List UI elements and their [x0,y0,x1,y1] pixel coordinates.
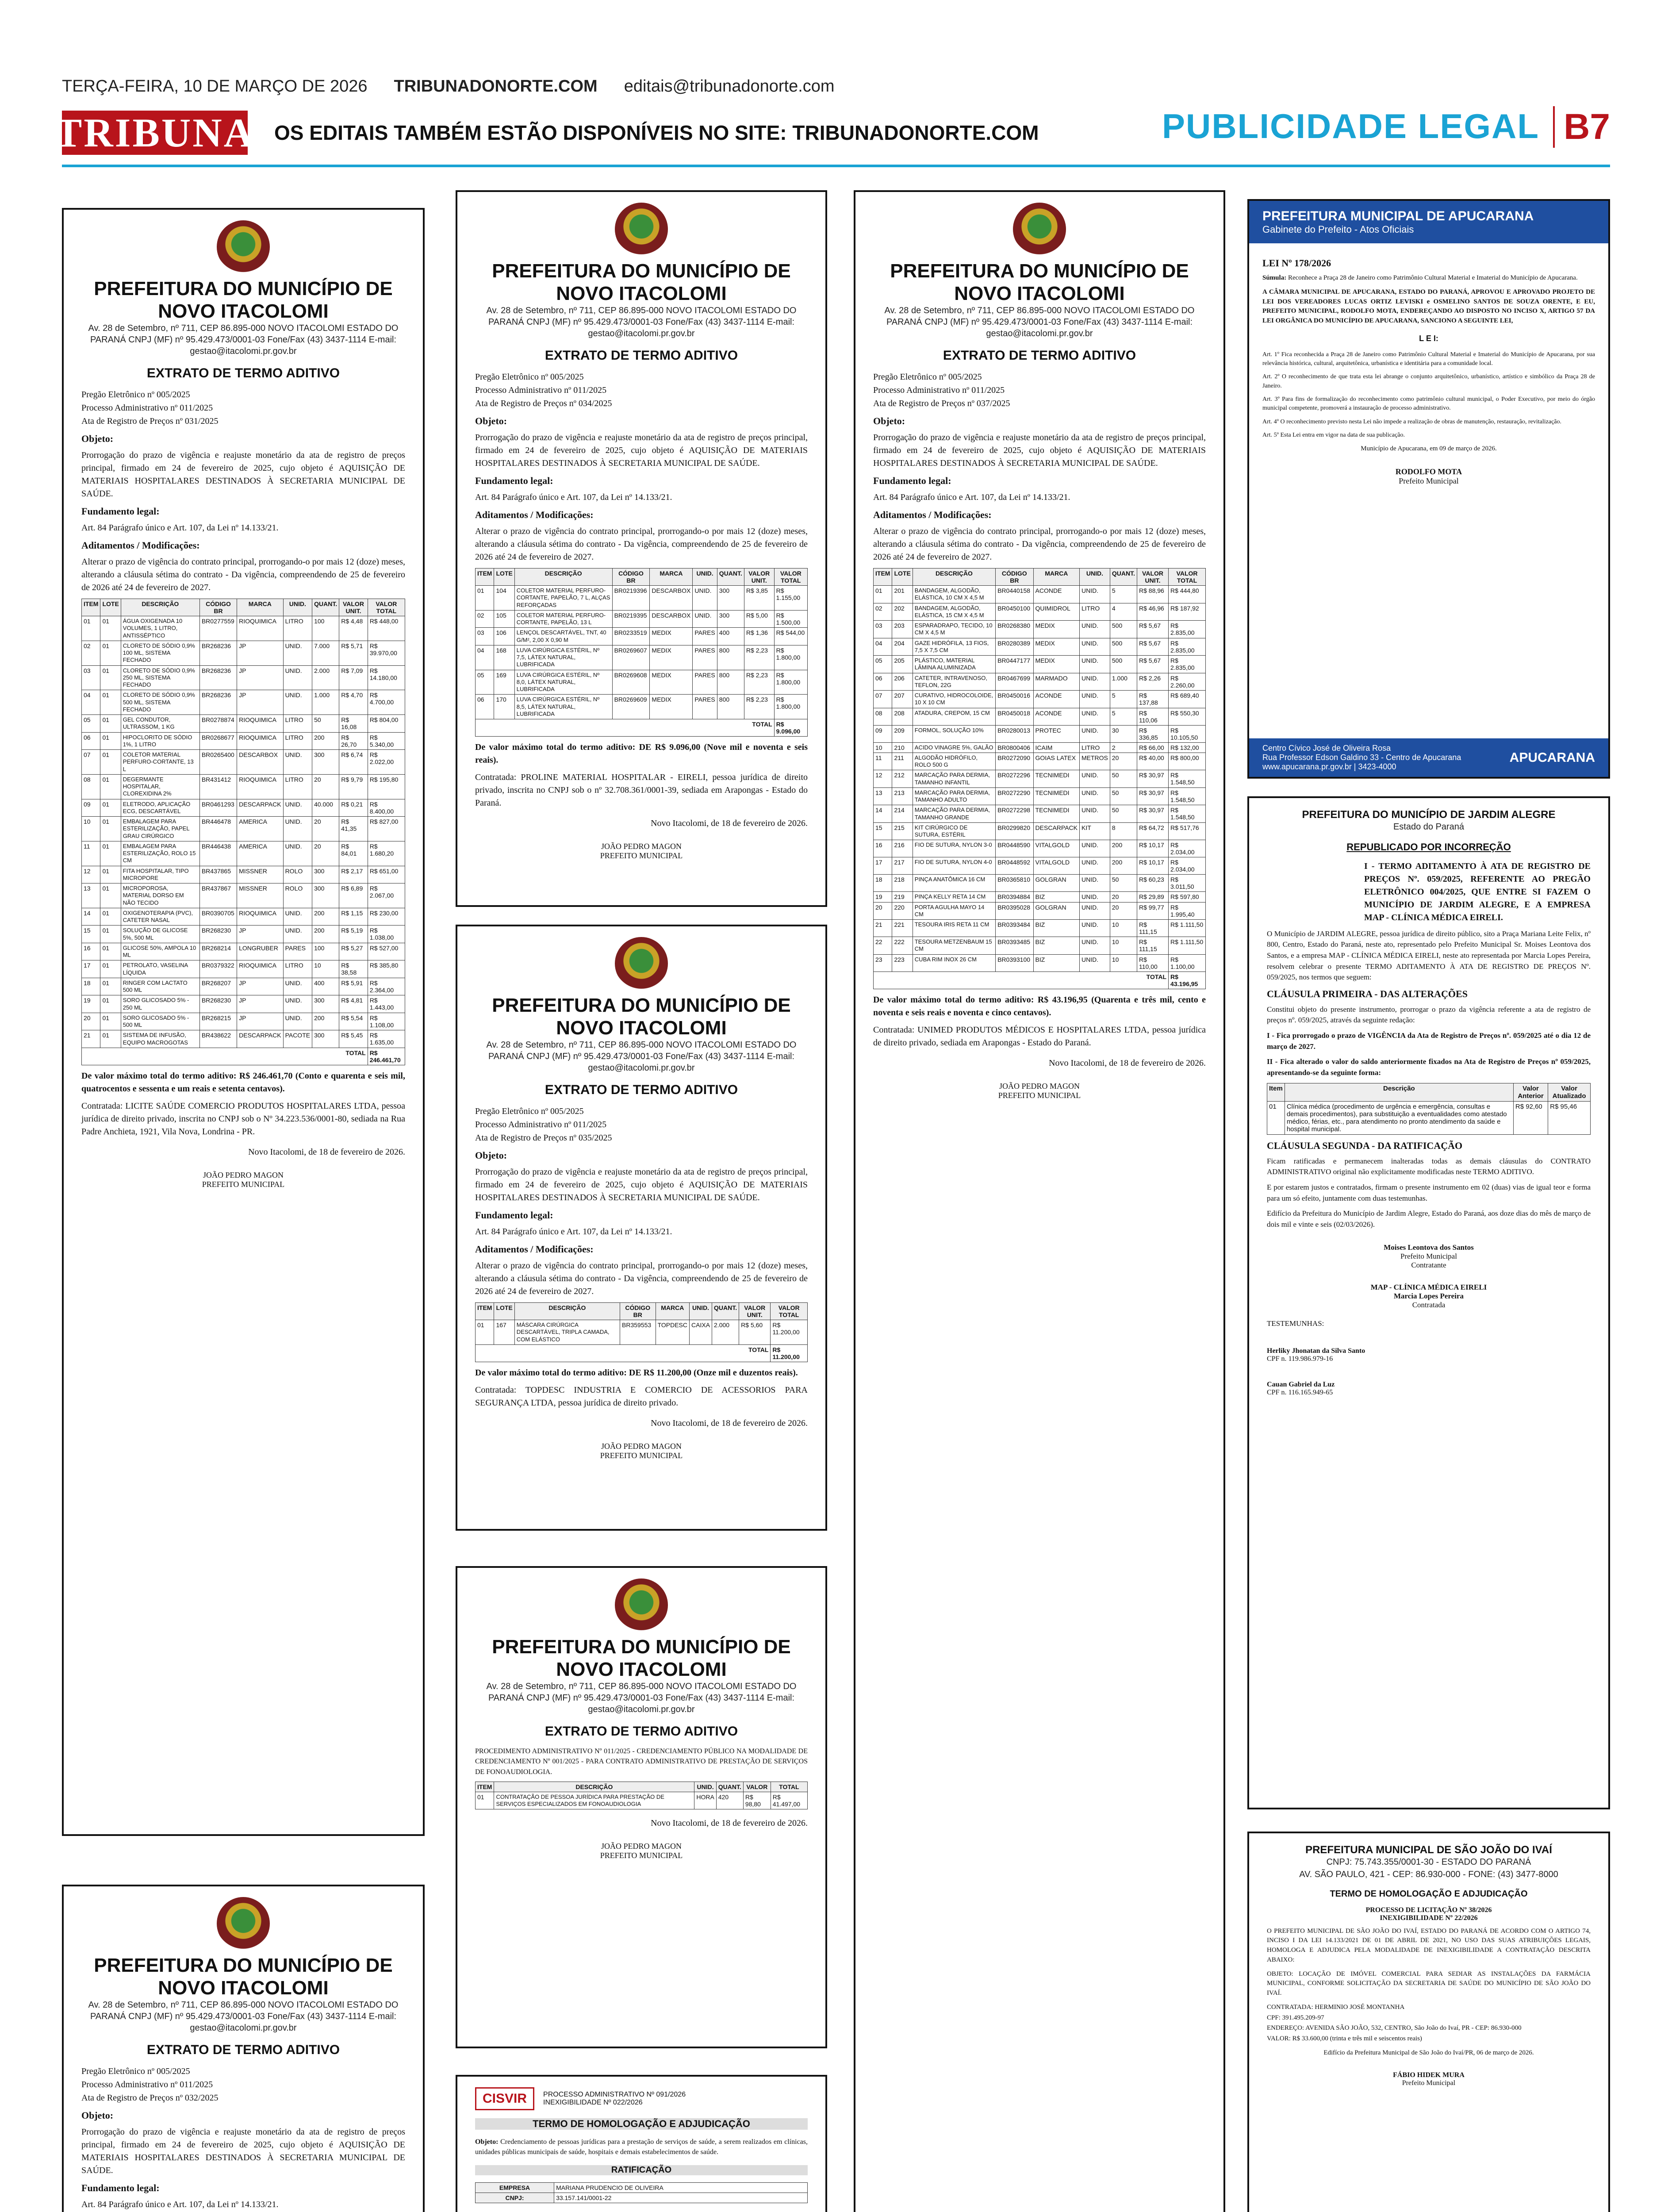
fundamento-text: Art. 84 Parágrafo único e Art. 107, da Lei nº 14.133/21. [475,492,672,503]
masthead-topbar [62,75,1610,97]
municipal-crest-icon [217,220,270,273]
inexigibilidade-line: INEXIGIBILIDADE Nº 22/2026 [1380,1914,1478,1922]
table-row: TOTAL R$ 11.200,00 [476,1344,808,1362]
aditamento-label: Aditamentos / Modificações: [475,509,594,521]
aditamento-text: Alterar o prazo de vigência do contrato principal, prorrogando-o por mais 12 (doze) meses, alterando a cláusula sétima do contrato - Da vigência, compreendendo de 25 de fevereiro de 2026 até 24 de fevereiro de 2027. [81,557,405,593]
apucarana-header [1249,201,1608,243]
pregao-line: Pregão Eletrônico nº 005/2025 [475,372,584,382]
ata-line: Ata de Registro de Preços nº 032/2025 [81,2093,219,2103]
signer-role: Prefeito Municipal [1400,1252,1457,1261]
items-table: ITEM DESCRIÇÃO UNID. QUANT. VALOR TOTAL 01 CONTRATAÇÃO DE PESSOA JURÍDICA PARA PRESTAÇÃO DE SERVIÇOS ESPECIALIZADOS EM FONOAUDIOLOGIA HORA 420 R$ 98,80 R$ 41.497,00 [475,1782,808,1810]
objeto-text: OBJETO: LOCAÇÃO DE IMÓVEL COMERCIAL PARA SEDIAR AS INSTALAÇÕES DA FARMÁCIA MUNICIPAL, CONFORME SOLICITAÇÃO DA SECRETARIA DE SAÚDE DO MUNICÍPIO DE SÃO JOÃO DO IVAÍ. [1267,1970,1591,1997]
notice-header: PREFEITURA DO MUNICÍPIO DE NOVO ITACOLOMI [492,995,791,1039]
objeto-block: Objeto: Credenciamento de pessoas jurídicas para a prestação de serviços de saúde, a serem realizados em clínicas, unidades públicas municipais de saúde, hospitais e demais estabelecimentos de saúde. [475,2138,808,2156]
table-row: 06 206 CATETER, INTRAVENOSO, TEFLON, 22G BR0467699 MARMADO UNID. 1.000 R$ 2,26 R$ 2.260,00 [874,673,1206,691]
clausula1-title: CLÁUSULA PRIMEIRA - DAS ALTERAÇÕES [1267,988,1468,999]
site-link[interactable]: TRIBUNADONORTE.COM [394,77,598,96]
footer-line: Centro Cívico José de Oliveira Rosa [1262,744,1391,753]
art3-text: Art. 3º Para fins de formalização do reconhecimento como patrimônio cultural municipal, o Poder Executivo, por meio do órgão municipal competente, promoverá a instauração de processo administrativo. [1262,396,1595,412]
notice-address: Av. 28 de Setembro, nº 711, CEP 86.895-000 NOVO ITACOLOMI ESTADO DO PARANÁ CNPJ (MF) nº 95.429.473/0001-03 Fone/Fax (43) 3437-1114 E-mail: gestao@itacolomi.pr.gov.br [884,306,1195,339]
signature-contratada [1267,1283,1591,1310]
ratificacao-title: RATIFICAÇÃO [475,2165,808,2175]
table-row: 02 01 CLORETO DE SÓDIO 0,9% 100 ML, SISTEMA FECHADO BR268236 JP UNID. 7.000 R$ 5,71 R$ 39.970,00 [82,641,405,665]
testemunha-2: Cauan Gabriel da Luz CPF n. 116.165.949-65 [1267,1381,1335,1397]
table-row: 12 212 MARCAÇÃO PARA DERMIA, TAMANHO INFANTIL BR0272296 TECNIMEDI UNID. 50 R$ 30,97 R$ 1.548,50 [874,770,1206,788]
clausula1-a: I - Fica prorrogado o prazo de VIGÊNCIA da Ata de Registro de Preços nº. 059/2025 até o dia 12 de março de 2027. [1267,1031,1591,1051]
notice-meta [81,388,405,428]
signer-role: Prefeito Municipal [1399,476,1459,485]
signer-company: MAP - CLÍNICA MÉDICA EIRELI [1370,1283,1487,1292]
signer-name: Marcia Lopes Pereira [1394,1292,1464,1301]
notice-apucarana [1247,199,1610,779]
header-rule [62,165,1610,167]
notice-cisvir [456,2075,827,2212]
clausula2-text: Ficam ratificadas e permanecem inalteradas todas as demais cláusulas do CONTRATO ADMINISTRATIVO original não explicitamente modificadas neste TERMO ADITIVO. [1267,1156,1591,1176]
signature-block [81,1171,405,1189]
table-row: 01 Clínica médica (procedimento de urgência e emergência, consultas e demais procedimentos), para substituição a eventualidades como atestado médico, férias, etc., para atendimento no pronto atendimento da saúde e hospital municipal. R$ 92,60 R$ 95,46 [1267,1101,1591,1134]
processo-line: Processo Administrativo nº 011/2025 [81,403,213,413]
table-row: 03 203 ESPARADRAPO, TECIDO, 10 CM X 4,5 M BR0268380 MEDIX UNID. 500 R$ 5,67 R$ 2.835,00 [874,621,1206,638]
items-table: ITEM LOTE DESCRIÇÃO CÓDIGO BR MARCA UNID. QUANT. VALOR UNIT. VALOR TOTAL 01 01 ÁGUA OXIGENADA 10 VOLUMES, 1 LITRO, ANTISSÉPTICO BR0277559 RIOQUIMICA LITRO 100 R$ 4,48 R$ 448,00 02 01 CLORETO DE SÓDIO 0,9% 100 ML, SISTEMA FECHADO BR268236 JP UNID. 7.000 R$ 5,71 R$ 39.970,00 03 01 CLORETO DE SÓDIO 0,9% 250 ML, SISTEMA FECHADO BR268236 JP UNID. 2.000 R$ 7,09 R$ 14.180,00 04 01 CLORETO DE SÓDIO 0,9% 500 ML, SISTEMA FECHADO BR268236 JP UNID. 1.000 R$ 4,70 R$ 4.700,00 05 01 GEL CONDUTOR, ULTRASSOM, 1 KG BR0278874 RIOQUIMICA LITRO 50 R$ 16,08 R$ 804,00 06 01 HIPOCLORITO DE SÓDIO 1%, 1 LITRO BR0268677 RIOQUIMICA LITRO 200 R$ 26,70 R$ 5.340,00 07 01 COLETOR MATERIAL PERFURO-CORTANTE, 13 L BR0265400 DESCARBOX UNID. 300 R$ 6,74 R$ 2.022,00 08 01 DEGERMANTE HOSPITALAR, CLOREXIDINA 2% BR431412 RIOQUIMICA LITRO 20 R$ 9,79 R$ 195,80 09 01 ELETRODO, APLICAÇÃO ECG, DESCARTÁVEL BR0461293 DESCARPACK UNID. 40.000 R$ 0,21 R$ 8.400,00 10 01 EMBALAGEM PARA ESTERILIZAÇÃO, PAPEL GRAU CIRÚRGICO BR446478 AMERICA UNID. 20 R$ 41,35 R$ 827,00 11 01 EMBALAGEM PARA ESTERILIZAÇÃO, ROLO 15 CM BR446438 AMERICA UNID. 20 R$ 84,01 R$ 1.680,20 12 01 FITA HOSPITALAR, TIPO MICROPORE BR437865 MISSNER ROLO 300 R$ 2,17 R$ 651,00 13 01 MICROPOROSA, MATERIAL DORSO EM NÃO TECIDO BR437867 MISSNER ROLO 300 R$ 6,89 R$ 2.067,00 14 01 OXIGENOTERAPIA (PVC), CATETER NASAL BR0390705 RIOQUIMICA UNID. 200 R$ 1,15 R$ 230,00 15 01 SOLUÇÃO DE GLICOSE 5%, 500 ML BR268230 JP UNID. 200 R$ 5,19 R$ 1.038,00 16 01 GLICOSE 50%, AMPOLA 10 ML BR268214 LONGRUBER PARES 100 R$ 5,27 R$ 527,00 17 01 PETROLATO, VASELINA LÍQUIDA BR0379322 RIOQUIMICA LITRO 10 R$ 38,58 R$ 385,80 18 01 RINGER COM LACTATO 500 ML BR268207 JP UNID. 400 R$ 5,91 R$ 2.364,00 19 01 SORO GLICOSADO 5% - 250 ML BR268230 JP UNID. 300 R$ 4,81 R$ 1.443,00 20 01 SORO GLICOSADO 5% - 500 ML BR268215 JP UNID. 200 R$ 5,54 R$ 1.108,00 21 01 SISTEMA DE INFUSÃO, EQUIPO MACROGOTAS BR438622 DESCARPACK PACOTE 300 R$ 5,45 R$ 1.635,00 TOTAL R$ 246.461,70 [81,599,405,1065]
table-row: 22 222 TESOURA METZENBAUM 15 CM BR0393485 BIZ UNID. 10 R$ 111,15 R$ 1.111,50 [874,937,1206,955]
notice-address: Av. 28 de Setembro, nº 711, CEP 86.895-000 NOVO ITACOLOMI ESTADO DO PARANÁ CNPJ (MF) nº 95.429.473/0001-03 Fone/Fax (43) 3437-1114 E-mail: gestao@itacolomi.pr.gov.br [486,1682,797,1715]
fundamento-label: Fundamento legal: [873,475,951,487]
pregao-line: Pregão Eletrônico nº 005/2025 [475,1106,584,1117]
editais-notice: OS EDITAIS TAMBÉM ESTÃO DISPONÍVEIS NO SITE: TRIBUNADONORTE.COM [274,121,1039,144]
notice-date: Novo Itacolomi, de 18 de fevereiro de 2026. [651,1818,808,1828]
fundamento-text: Art. 84 Parágrafo único e Art. 107, da Lei nº 14.133/21. [475,1227,672,1237]
notice-itacolomi-035 [456,925,827,1531]
table-row: 04 168 LUVA CIRÚRGICA ESTÉRIL, Nº 7,5, LÁTEX NATURAL, LUBRIFICADA BR0269607 MEDIX PARES 800 R$ 2,23 R$ 1.800,00 [476,645,808,670]
table-row: 09 209 FORMOL, SOLUÇÃO 10% BR0280013 PROTEC UNID. 30 R$ 336,85 R$ 10.105,50 [874,725,1206,742]
objeto-text: Prorrogação do prazo de vigência e reajuste monetário da ata de registro de preços principal, firmado em 24 de fevereiro de 2025, cujo objeto é AQUISIÇÃO DE MATERIAIS HOSPITALARES DESTINADOS À SECRETARIA MUNICIPAL DE SAÚDE. [81,2127,405,2176]
notice-itacolomi-034 [456,190,827,907]
valor-text: De valor máximo total do termo aditivo: R$ 246.461,70 (Conto e quarenta e seis mil, quatrocentos e sessenta e um reais e setenta centavos). [81,1071,405,1094]
objeto-text: Prorrogação do prazo de vigência e reajuste monetário da ata de registro de preços principal, firmado em 24 de fevereiro de 2025, cujo objeto é AQUISIÇÃO DE MATERIAIS HOSPITALARES DESTINADOS À SECRETARIA MUNICIPAL DE SAÚDE. [475,433,808,469]
notice-meta [81,2065,405,2104]
table-row: 08 01 DEGERMANTE HOSPITALAR, CLOREXIDINA 2% BR431412 RIOQUIMICA LITRO 20 R$ 9,79 R$ 195,80 [82,774,405,799]
table-row: 17 217 FIO DE SUTURA, NYLON 4-0 BR0448592 VITALGOLD UNID. 200 R$ 10,17 R$ 2.034,00 [874,857,1206,875]
table-row: 21 01 SISTEMA DE INFUSÃO, EQUIPO MACROGOTAS BR438622 DESCARPACK PACOTE 300 R$ 5,45 R$ 1.635,00 [82,1030,405,1048]
objeto-label: Objeto: [81,433,114,445]
table-row: 03 01 CLORETO DE SÓDIO 0,9% 250 ML, SISTEMA FECHADO BR268236 JP UNID. 2.000 R$ 7,09 R$ 14.180,00 [82,665,405,690]
aditamento-text: Alterar o prazo de vigência do contrato principal, prorrogando-o por mais 12 (doze) meses, alterando a cláusula sétima do contrato - Da vigência, compreendendo de 25 de fevereiro de 2026 até 24 de fevereiro de 2027. [873,526,1206,562]
fundamento-label: Fundamento legal: [475,475,553,487]
processo-line: Processo Administrativo nº 011/2025 [873,385,1005,396]
newspaper-logo: TRIBUNA [54,110,255,155]
items-table: ITEM LOTE DESCRIÇÃO CÓDIGO BR MARCA UNID. QUANT. VALOR UNIT. VALOR TOTAL 01 167 MÁSCARA CIRÚRGICA DESCARTÁVEL, TRIPLA CAMADA, COM ELÁSTICO BR359553 TOPDESC CAIXA 2.000 R$ 5,60 R$ 11.200,00 TOTAL R$ 11.200,00 [475,1302,808,1362]
notice-itacolomi-031 [62,208,425,1836]
signer-name: JOÃO PEDRO MAGON [601,842,682,851]
term-title: I - TERMO ADITAMENTO À ATA DE REGISTRO DE PREÇOS Nº. 059/2025, REFERENTE AO PREGÃO ELETRÔNICO 004/2025, QUE ENTRE SI FAZEM O MUNICÍPIO DE JARDIM ALEGRE, E A EMPRESA MAP - CLÍNICA MÉDICA EIRELI. [1364,861,1591,922]
email-link[interactable]: editais@tribunadonorte.com [624,77,835,96]
table-row: 07 207 CURATIVO, HIDROCOLOIDE, 10 X 10 CM BR0450016 ACONDE UNID. 5 R$ 137,88 R$ 689,40 [874,691,1206,708]
signature-block [475,1442,808,1460]
fundamento-label: Fundamento legal: [475,1210,553,1221]
table-row: 16 01 GLICOSE 50%, AMPOLA 10 ML BR268214 LONGRUBER PARES 100 R$ 5,27 R$ 527,00 [82,943,405,960]
signer-name: JOÃO PEDRO MAGON [601,1842,682,1851]
notice-header: PREFEITURA MUNICIPAL DE SÃO JOÃO DO IVAÍ [1305,1844,1552,1856]
notice-itacolomi-037 [854,190,1225,2212]
table-row: 08 208 ATADURA, CREPOM, 15 CM BR0450018 ACONDE UNID. 5 R$ 110,06 R$ 550,30 [874,708,1206,725]
signature-block [475,842,808,860]
items-table: ITEM LOTE DESCRIÇÃO CÓDIGO BR MARCA UNID. QUANT. VALOR UNIT. VALOR TOTAL 01 104 COLETOR MATERIAL PERFURO-CORTANTE, PAPELÃO, 7 L, ALÇAS REFORÇADAS BR0219396 DESCARBOX UNID. 300 R$ 3,85 R$ 1.155,00 02 105 COLETOR MATERIAL PERFURO-CORTANTE, PAPELÃO, 13 L BR0219395 DESCARBOX UNID. 300 R$ 5,00 R$ 1.500,00 03 106 LENÇOL DESCARTÁVEL, TNT, 40 G/M², 2,00 X 0,90 M BR0233519 MEDIX PARES 400 R$ 1,36 R$ 544,00 04 168 LUVA CIRÚRGICA ESTÉRIL, Nº 7,5, LÁTEX NATURAL, LUBRIFICADA BR0269607 MEDIX PARES 800 R$ 2,23 R$ 1.800,00 05 169 LUVA CIRÚRGICA ESTÉRIL, Nº 8,0, LÁTEX NATURAL, LUBRIFICADA BR0269608 MEDIX PARES 800 R$ 2,23 R$ 1.800,00 06 170 LUVA CIRÚRGICA ESTÉRIL, Nº 8,5, LÁTEX NATURAL, LUBRIFICADA BR0269609 MEDIX PARES 800 R$ 2,23 R$ 1.800,00 TOTAL R$ 9.096,00 [475,568,808,737]
signature-block [873,1082,1206,1100]
notice-address: Av. 28 de Setembro, nº 711, CEP 86.895-000 NOVO ITACOLOMI ESTADO DO PARANÁ CNPJ (MF) nº 95.429.473/0001-03 Fone/Fax (43) 3437-1114 E-mail: gestao@itacolomi.pr.gov.br [88,323,399,357]
footer-line: Rua Professor Edson Galdino 33 - Centro de Apucarana [1262,753,1461,762]
table-row: 05 205 PLÁSTICO, MATERIAL LÂMINA ALUMINIZADA BR0447177 MEDIX UNID. 500 R$ 5,67 R$ 2.835,00 [874,656,1206,673]
table-row: 12 01 FITA HOSPITALAR, TIPO MICROPORE BR437865 MISSNER ROLO 300 R$ 2,17 R$ 651,00 [82,866,405,883]
notice-title: TERMO DE HOMOLOGAÇÃO E ADJUDICAÇÃO [475,2118,808,2130]
signature-contratante [1267,1243,1591,1270]
pregao-line: Pregão Eletrônico nº 005/2025 [81,390,190,400]
notice-meta [873,370,1206,410]
endereco-text: ENDEREÇO: AVENIDA SÃO JOÃO, 532, CENTRO, São João do Ivaí, PR - CEP: 86.930-000 [1267,2024,1522,2032]
notice-title: EXTRATO DE TERMO ADITIVO [545,1083,738,1098]
table-row: 15 01 SOLUÇÃO DE GLICOSE 5%, 500 ML BR268230 JP UNID. 200 R$ 5,19 R$ 1.038,00 [82,926,405,943]
term-body: O Município de JARDIM ALEGRE, pessoa jurídica de direito público, sito a Praça Mariana Leite Felix, nº 800, Centro, Estado do Paraná, neste ato, representado pelo Prefeito Municipal Sr. Moises Leontova dos Santos, e a empresa MAP - CLÍNICA MÉDICA EIRELI, neste ato representada por Marcia Lopes Pereira, resolvem celebrar o presente TERMO ADITAMENTO À ATA DE REGISTRO DE PREÇOS Nº. 059/2025, nos termos que seguem: [1267,929,1591,982]
clausula1-b: II - Fica alterado o valor do saldo anteriormente fixados na Ata de Registro de Preços nº 059/2025, apresentando-se da seguinte forma: [1267,1057,1591,1077]
notice-title: REPUBLICADO POR INCORREÇÃO [1346,841,1511,853]
ata-line: Ata de Registro de Preços nº 031/2025 [81,416,219,426]
edition-date: TERÇA-FEIRA, 10 DE MARÇO DE 2026 [62,77,368,96]
valor-text: De valor máximo total do termo aditivo: DE R$ 9.096,00 (Nove mil e noventa e seis reais). [475,742,808,765]
preamble: A CÂMARA MUNICIPAL DE APUCARANA, ESTADO DO PARANÁ, APROVOU E APROVADO PROJETO DE LEI DOS VEREADORES LUCAS ORTIZ LEVISKI e OSMELINO SANTOS DE SOUZA ORENTE, E EU, PREFEITO MUNICIPAL, RODOLFO MOTA, ENDEREÇANDO AO DISPOSTO NO INCISO X, ARTIGO 57 DA LEI ORGÂNICA DO MUNICÍPIO DE APUCARANA, SANCIONO A SEGUINTE LEI, [1262,288,1595,324]
cisvir-logo: CISVIR [475,2087,534,2110]
table-row: 18 218 PINÇA ANATÔMICA 16 CM BR0365810 GOLGRAN UNID. 50 R$ 60,23 R$ 3.011,50 [874,875,1206,892]
ata-line: Ata de Registro de Preços nº 035/2025 [475,1133,612,1143]
processo-line: PROCESSO ADMINISTRATIVO Nº 091/2026 [543,2091,686,2098]
signer-name: JOÃO PEDRO MAGON [601,1441,682,1451]
notice-date: Novo Itacolomi, de 18 de fevereiro de 2026. [1049,1058,1206,1068]
table-row: 04 01 CLORETO DE SÓDIO 0,9% 500 ML, SISTEMA FECHADO BR268236 JP UNID. 1.000 R$ 4,70 R$ 4.700,00 [82,690,405,715]
table-row: 23 223 CUBA RIM INOX 26 CM BR0393100 BIZ UNID. 10 R$ 110,00 R$ 1.100,00 [874,954,1206,972]
notice-address: Av. 28 de Setembro, nº 711, CEP 86.895-000 NOVO ITACOLOMI ESTADO DO PARANÁ CNPJ (MF) nº 95.429.473/0001-03 Fone/Fax (43) 3437-1114 E-mail: gestao@itacolomi.pr.gov.br [486,1040,797,1073]
clausula1-text: Constitui objeto do presente instrumento, prorrogar o prazo da vigência referente a ata de registro de preços nº. 059/2025, através da seguinte redação: [1267,1005,1591,1025]
section-title: PUBLICIDADE LEGAL [1162,107,1539,146]
notice-itacolomi-032 [62,1885,425,2212]
table-row: TOTAL R$ 9.096,00 [476,719,808,737]
signer-name: JOÃO PEDRO MAGON [203,1170,284,1179]
notice-jardim-alegre [1247,796,1610,1809]
apucarana-subtitle: Gabinete do Prefeito - Atos Oficiais [1262,224,1414,235]
apucarana-footer [1249,738,1608,777]
table-row: 13 213 MARCAÇÃO PARA DERMIA, TAMANHO ADULTO BR0272290 TECNIMEDI UNID. 50 R$ 30,97 R$ 1.548,50 [874,787,1206,805]
processo-line: Processo Administrativo nº 011/2025 [475,1120,607,1130]
footer-line[interactable]: www.apucarana.pr.gov.br | 3423-4000 [1262,762,1396,771]
processo-line: Processo Administrativo nº 011/2025 [81,2080,213,2090]
art4-text: Art. 4º O reconhecimento previsto nesta Lei não impede a realização de obras de manutenção, restauração, revitalização. [1262,418,1562,425]
aditamento-label: Aditamentos / Modificações: [81,540,200,551]
municipal-crest-icon [615,937,668,990]
notice-address: Av. 28 de Setembro, nº 711, CEP 86.895-000 NOVO ITACOLOMI ESTADO DO PARANÁ CNPJ (MF) nº 95.429.473/0001-03 Fone/Fax (43) 3437-1114 E-mail: gestao@itacolomi.pr.gov.br [486,306,797,339]
signer-role: PREFEITO MUNICIPAL [600,851,683,860]
art2-text: Art. 2º O reconhecimento de que trata esta lei abrange o conjunto arquitetônico, urbanístico, artístico e simbólico da Praça 28 de Janeiro. [1262,373,1595,389]
fundamento-label: Fundamento legal: [81,2182,160,2194]
notice-title: TERMO DE HOMOLOGAÇÃO E ADJUDICAÇÃO [1330,1889,1528,1899]
objeto-label: Objeto: [81,2110,114,2121]
table-row: 05 169 LUVA CIRÚRGICA ESTÉRIL, Nº 8,0, LÁTEX NATURAL, LUBRIFICADA BR0269608 MEDIX PARES 800 R$ 2,23 R$ 1.800,00 [476,670,808,695]
valor-text: De valor máximo total do termo aditivo: DE R$ 11.200,00 (Onze mil e duzentos reais). [475,1367,798,1378]
objeto-text: Prorrogação do prazo de vigência e reajuste monetário da ata de registro de preços principal, firmado em 24 de fevereiro de 2025, cujo objeto é AQUISIÇÃO DE MATERIAIS HOSPITALARES DESTINADOS À SECRETARIA MUNICIPAL DE SAÚDE. [873,433,1206,469]
processo-line: Processo Administrativo nº 011/2025 [475,385,607,396]
contratada-text: Contratada: PROLINE MATERIAL HOSPITALAR - EIRELI, pessoa jurídica de direito privado, inscrita no CNPJ sob o nº 32.708.361/0001-39, sediada em Arapongas - Estado do Paraná. [475,772,808,808]
cpf-text: CPF: 391.495.209-97 [1267,2014,1324,2021]
objeto-label: Objeto: [475,415,507,427]
table-row: 07 01 COLETOR MATERIAL PERFURO-CORTANTE, 13 L BR0265400 DESCARBOX UNID. 300 R$ 6,74 R$ 2.022,00 [82,750,405,775]
pregao-line: Pregão Eletrônico nº 005/2025 [873,372,982,382]
signer-role: PREFEITO MUNICIPAL [202,1179,285,1189]
table-row: 19 219 PINÇA KELLY RETA 14 CM BR0394884 BIZ UNID. 20 R$ 29,89 R$ 597,80 [874,892,1206,902]
notice-sao-joao-do-ivai [1247,1832,1610,2212]
notice-itacolomi-credenciamento [456,1566,827,2048]
table-row: 06 01 HIPOCLORITO DE SÓDIO 1%, 1 LITRO BR0268677 RIOQUIMICA LITRO 200 R$ 26,70 R$ 5.340,00 [82,732,405,750]
table-row: 16 216 FIO DE SUTURA, NYLON 3-0 BR0448590 VITALGOLD UNID. 200 R$ 10,17 R$ 2.034,00 [874,840,1206,857]
notice-subheader: Estado do Paraná [1393,822,1465,832]
objeto-label: Objeto: [475,1150,507,1161]
aditamento-label: Aditamentos / Modificações: [873,509,992,521]
contratada-text: CONTRATADA: HERMINIO JOSÉ MONTANHA [1267,2003,1405,2011]
aditamento-text: Alterar o prazo de vigência do contrato principal, prorrogando-o por mais 12 (doze) meses, alterando a cláusula sétima do contrato - Da vigência, compreendendo de 25 de fevereiro de 2026 até 24 de fevereiro de 2027. [475,1261,808,1297]
notice-sub2: AV. SÃO PAULO, 421 - CEP: 86.930-000 - FONE: (43) 3477-8000 [1299,1869,1558,1879]
municipal-crest-icon [1013,203,1066,256]
contratada-text: Contratada: LICITE SAÚDE COMERCIO PRODUTOS HOSPITALARES LTDA, pessoa jurídica de direito privado, inscrita no CNPJ sob o Nº 34.223.536/0001-80, sediada na Rua Padre Anchieta, 1921, Vila Nova, Londrina - PR. [81,1101,405,1137]
table-row: 02 105 COLETOR MATERIAL PERFURO-CORTANTE, PAPELÃO, 13 L BR0219395 DESCARBOX UNID. 300 R$ 5,00 R$ 1.500,00 [476,610,808,628]
table-row: 17 01 PETROLATO, VASELINA LÍQUIDA BR0379322 RIOQUIMICA LITRO 10 R$ 38,58 R$ 385,80 [82,960,405,978]
contratada-text: Contratada: TOPDESC INDUSTRIA E COMERCIO DE ACESSORIOS PARA SEGURANÇA LTDA, pessoa jurídica de direito privado. [475,1385,808,1408]
table-row: 01 167 MÁSCARA CIRÚRGICA DESCARTÁVEL, TRIPLA CAMADA, COM ELÁSTICO BR359553 TOPDESC CAIXA 2.000 R$ 5,60 R$ 11.200,00 [476,1320,808,1345]
fundamento-label: Fundamento legal: [81,506,160,517]
signer-role: PREFEITO MUNICIPAL [600,1451,683,1460]
table-row: 09 01 ELETRODO, APLICAÇÃO ECG, DESCARTÁVEL BR0461293 DESCARPACK UNID. 40.000 R$ 0,21 R$ 8.400,00 [82,799,405,817]
objeto-label: Objeto: [873,415,905,427]
table-row: 14 214 MARCAÇÃO PARA DERMIA, TAMANHO GRANDE BR0272298 TECNIMEDI UNID. 50 R$ 30,97 R$ 1.548,50 [874,805,1206,823]
municipal-crest-icon [615,1578,668,1632]
local-text: Edifício da Prefeitura do Município de Jardim Alegre, Estado do Paraná, aos doze dias do mês de março de dois mil e vinte e seis (02/03/2026). [1267,1209,1591,1229]
gab-date: Município de Apucarana, em 09 de março de 2026. [1361,445,1497,453]
signer-name: FÁBIO HIDEK MURA [1393,2071,1465,2079]
inexigibilidade-line: INEXIGIBILIDADE Nº 022/2026 [543,2099,643,2106]
art1-text: Art. 1º Fica reconhecida a Praça 28 de Janeiro como Patrimônio Cultural Material e Imaterial do Município de Apucarana, por sua relevância histórica, cultural, arquitetônica, urbanística e identitária para a comunidade local. [1262,351,1595,367]
notice-header: PREFEITURA DO MUNICÍPIO DE NOVO ITACOLOMI [492,1636,791,1680]
pregao-line: Pregão Eletrônico nº 005/2025 [81,2066,190,2077]
signature-block [1262,467,1595,486]
table-row: 18 01 RINGER COM LACTATO 500 ML BR268207 JP UNID. 400 R$ 5,91 R$ 2.364,00 [82,978,405,995]
table-row: 15 215 KIT CIRÚRGICO DE SUTURA, ESTÉRIL BR0299820 DESCARPACK KIT 8 R$ 64,72 R$ 517,76 [874,822,1206,840]
notice-title: EXTRATO DE TERMO ADITIVO [146,2043,340,2058]
table-row: 04 204 GAZE HIDRÓFILA, 13 FIOS, 7,5 X 7,5 CM BR0280389 MEDIX UNID. 500 R$ 5,67 R$ 2.835,00 [874,638,1206,656]
notice-header: PREFEITURA DO MUNICÍPIO DE NOVO ITACOLOMI [492,260,791,304]
table-row: 10 01 EMBALAGEM PARA ESTERILIZAÇÃO, PAPEL GRAU CIRÚRGICO BR446478 AMERICA UNID. 20 R$ 41,35 R$ 827,00 [82,817,405,841]
table-row: 01 104 COLETOR MATERIAL PERFURO-CORTANTE, PAPELÃO, 7 L, ALÇAS REFORÇADAS BR0219396 DESCARBOX UNID. 300 R$ 3,85 R$ 1.155,00 [476,586,808,611]
notice-date: Novo Itacolomi, de 18 de fevereiro de 2026. [651,1418,808,1428]
notice-date: Novo Itacolomi, de 18 de fevereiro de 2026. [248,1147,405,1157]
notice-title: EXTRATO DE TERMO ADITIVO [545,1724,738,1739]
fundamento-text: Art. 84 Parágrafo único e Art. 107, da Lei nº 14.133/21. [873,492,1070,503]
signer-role: Prefeito Municipal [1402,2079,1456,2087]
table-row: 11 211 ALGODÃO HIDRÓFILO, ROLO 500 G BR0272090 GOIAS LATEX METROS 20 R$ 40,00 R$ 800,00 [874,753,1206,770]
signer-party: Contratada [1412,1301,1446,1310]
valores-table: Item Descrição Valor Anterior Valor Atualizado 01 Clínica médica (procedimento de urgência e emergência, consultas e demais procedimentos), para substituição a eventualidades como atestado médico, férias, etc., para atendimento no pronto atendimento da saúde e hospital municipal. R$ 92,60 R$ 95,46 [1267,1083,1591,1135]
notice-sub1: CNPJ: 75.743.355/0001-30 - ESTADO DO PARANÁ [1326,1857,1531,1867]
table-row: 21 221 TESOURA IRIS RETA 11 CM BR0393484 BIZ UNID. 10 R$ 111,15 R$ 1.111,50 [874,920,1206,937]
table-row: 01 CONTRATAÇÃO DE PESSOA JURÍDICA PARA PRESTAÇÃO DE SERVIÇOS ESPECIALIZADOS EM FONOAUDIOLOGIA HORA 420 R$ 98,80 R$ 41.497,00 [476,1792,808,1809]
municipal-crest-icon [615,203,668,256]
table-row: 05 01 GEL CONDUTOR, ULTRASSOM, 1 KG BR0278874 RIOQUIMICA LITRO 50 R$ 16,08 R$ 804,00 [82,715,405,733]
table-row: 20 01 SORO GLICOSADO 5% - 500 ML BR268215 JP UNID. 200 R$ 5,54 R$ 1.108,00 [82,1013,405,1030]
table-row: 06 170 LUVA CIRÚRGICA ESTÉRIL, Nº 8,5, LÁTEX NATURAL, LUBRIFICADA BR0269609 MEDIX PARES 800 R$ 2,23 R$ 1.800,00 [476,695,808,719]
table-row: 13 01 MICROPOROSA, MATERIAL DORSO EM NÃO TECIDO BR437867 MISSNER ROLO 300 R$ 6,89 R$ 2.067,00 [82,883,405,908]
lei-header: L E I: [1419,334,1438,343]
table-row: 11 01 EMBALAGEM PARA ESTERILIZAÇÃO, ROLO 15 CM BR446438 AMERICA UNID. 20 R$ 84,01 R$ 1.680,20 [82,841,405,866]
testemunhas-label: TESTEMUNHAS: [1267,1319,1324,1328]
objeto-text: Prorrogação do prazo de vigência e reajuste monetário da ata de registro de preços principal, firmado em 24 de fevereiro de 2025, cujo objeto é AQUISIÇÃO DE MATERIAIS HOSPITALARES DESTINADOS À SECRETARIA MUNICIPAL DE SAÚDE. [475,1167,808,1203]
aditamento-label: Aditamentos / Modificações: [475,1244,594,1255]
notice-title: EXTRATO DE TERMO ADITIVO [943,348,1136,363]
valor-text: VALOR: R$ 33.600,00 (trinta e três mil e seiscentos reais) [1267,2035,1422,2043]
clausula2-title: CLÁUSULA SEGUNDA - DA RATIFICAÇÃO [1267,1140,1463,1151]
notice-header: PREFEITURA DO MUNICÍPIO DE NOVO ITACOLOMI [94,278,393,322]
signer-role: PREFEITO MUNICIPAL [600,1851,683,1860]
notice-meta [475,1105,808,1144]
notice-date: Novo Itacolomi, de 18 de fevereiro de 2026. [651,818,808,829]
credenciamento-text: PROCEDIMENTO ADMINISTRATIVO Nº 011/2025 - CREDENCIAMENTO PÚBLICO NA MODALIDADE DE CREDENCIAMENTO Nº 001/2025 - PARA CONTRATO ADMINISTRATIVO DE PRESTAÇÃO DE SERVIÇOS DE FONOAUDIOLOGIA. [475,1747,808,1776]
art5-text: Art. 5º Esta Lei entra em vigor na data de sua publicação. [1262,431,1405,438]
notice-title: EXTRATO DE TERMO ADITIVO [545,348,738,363]
table-row: 19 01 SORO GLICOSADO 5% - 250 ML BR268230 JP UNID. 300 R$ 4,81 R$ 1.443,00 [82,995,405,1013]
testemunha-1: Herliky Jhonatan da Silva Santo CPF n. 119.986.979-16 [1267,1347,1365,1363]
items-table: ITEM LOTE DESCRIÇÃO CÓDIGO BR MARCA UNID. QUANT. VALOR UNIT. VALOR TOTAL 01 201 BANDAGEM, ALGODÃO, ELÁSTICA, 10 CM X 4,5 M BR0440158 ACONDE UNID. 5 R$ 88,96 R$ 444,80 02 202 BANDAGEM, ALGODÃO, ELÁSTICA, 15 CM X 4,5 M BR0450100 QUIMIDROL LITRO 4 R$ 46,96 R$ 187,92 03 203 ESPARADRAPO, TECIDO, 10 CM X 4,5 M BR0268380 MEDIX UNID. 500 R$ 5,67 R$ 2.835,00 04 204 GAZE HIDRÓFILA, 13 FIOS, 7,5 X 7,5 CM BR0280389 MEDIX UNID. 500 R$ 5,67 R$ 2.835,00 05 205 PLÁSTICO, MATERIAL LÂMINA ALUMINIZADA BR0447177 MEDIX UNID. 500 R$ 5,67 R$ 2.835,00 06 206 CATETER, INTRAVENOSO, TEFLON, 22G BR0467699 MARMADO UNID. 1.000 R$ 2,26 R$ 2.260,00 07 207 CURATIVO, HIDROCOLOIDE, 10 X 10 CM BR0450016 ACONDE UNID. 5 R$ 137,88 R$ 689,40 08 208 ATADURA, CREPOM, 15 CM BR0450018 ACONDE UNID. 5 R$ 110,06 R$ 550,30 09 209 FORMOL, SOLUÇÃO 10% BR0280013 PROTEC UNID. 30 R$ 336,85 R$ 10.105,50 10 210 ACIDO VINAGRE 5%, GALÃO BR0800406 ICAIM LITRO 2 R$ 66,00 R$ 132,00 11 211 ALGODÃO HIDRÓFILO, ROLO 500 G BR0272090 GOIAS LATEX METROS 20 R$ 40,00 R$ 800,00 12 212 MARCAÇÃO PARA DERMIA, TAMANHO INFANTIL BR0272296 TECNIMEDI UNID. 50 R$ 30,97 R$ 1.548,50 13 213 MARCAÇÃO PARA DERMIA, TAMANHO ADULTO BR0272290 TECNIMEDI UNID. 50 R$ 30,97 R$ 1.548,50 14 214 MARCAÇÃO PARA DERMIA, TAMANHO GRANDE BR0272298 TECNIMEDI UNID. 50 R$ 30,97 R$ 1.548,50 15 215 KIT CIRÚRGICO DE SUTURA, ESTÉRIL BR0299820 DESCARPACK KIT 8 R$ 64,72 R$ 517,76 16 216 FIO DE SUTURA, NYLON 3-0 BR0448590 VITALGOLD UNID. 200 R$ 10,17 R$ 2.034,00 17 217 FIO DE SUTURA, NYLON 4-0 BR0448592 VITALGOLD UNID. 200 R$ 10,17 R$ 2.034,00 18 218 PINÇA ANATÔMICA 16 CM BR0365810 GOLGRAN UNID. 50 R$ 60,23 R$ 3.011,50 19 219 PINÇA KELLY RETA 14 CM BR0394884 BIZ UNID. 20 R$ 29,89 R$ 597,80 20 220 PORTA AGULHA MAYO 14 CM BR0395028 GOLGRAN UNID. 20 R$ 99,77 R$ 1.995,40 21 221 TESOURA IRIS RETA 11 CM BR0393484 BIZ UNID. 10 R$ 111,15 R$ 1.111,50 22 222 TESOURA METZENBAUM 15 CM BR0393485 BIZ UNID. 10 R$ 111,15 R$ 1.111,50 23 223 CUBA RIM INOX 26 CM BR0393100 BIZ UNID. 10 R$ 110,00 R$ 1.100,00 TOTAL R$ 43.196,95 [873,568,1206,989]
fundamento-text: Art. 84 Parágrafo único e Art. 107, da Lei nº 14.133/21. [81,523,279,533]
ata-line: Ata de Registro de Preços nº 037/2025 [873,399,1010,409]
notice-header: PREFEITURA DO MUNICÍPIO DE NOVO ITACOLOMI [94,1955,393,1999]
signer-role: PREFEITO MUNICIPAL [998,1091,1081,1100]
notice-address: Av. 28 de Setembro, nº 711, CEP 86.895-000 NOVO ITACOLOMI ESTADO DO PARANÁ CNPJ (MF) nº 95.429.473/0001-03 Fone/Fax (43) 3437-1114 E-mail: gestao@itacolomi.pr.gov.br [88,2000,399,2033]
notice-title: EXTRATO DE TERMO ADITIVO [146,366,340,381]
homologa-text: O PREFEITO MUNICIPAL DE SÃO JOÃO DO IVAÍ, ESTADO DO PARANÁ DE ACORDO COM O ARTIGO 74, INCISO I DA LEI 14.133/2021 DE 01 DE ABRIL DE 2021, NO USO DAS SUAS ATRIBUIÇÕES LEGAIS, HOMOLOGA E ADJUDICA PELA MODALIDADE DE INEXIGIBILIDADE A CONTRATAÇÃO DESCRITA ABAIXO: [1267,1927,1591,1963]
table-row: 03 106 LENÇOL DESCARTÁVEL, TNT, 40 G/M², 2,00 X 0,90 M BR0233519 MEDIX PARES 400 R$ 1,36 R$ 544,00 [476,628,808,645]
signer-name: RODOLFO MOTA [1395,467,1462,476]
clausula3-text: E por estarem justos e contratados, firmam o presente instrumento em 02 (duas) vias de igual teor e forma para um só efeito, juntamente com duas testemunhas. [1267,1183,1591,1202]
objeto-text: Prorrogação do prazo de vigência e reajuste monetário da ata de registro de preços principal, firmado em 24 de fevereiro de 2025, cujo objeto é AQUISIÇÃO DE MATERIAIS HOSPITALARES DESTINADOS À SECRETARIA MUNICIPAL DE SAÚDE. [81,450,405,499]
notice-header: PREFEITURA DO MUNICÍPIO DE JARDIM ALEGRE [1302,809,1556,821]
municipal-crest-icon [217,1897,270,1950]
apucarana-title: PREFEITURA MUNICIPAL DE APUCARANA [1262,209,1534,223]
signature-block [1267,2071,1591,2087]
table-row: 20 220 PORTA AGULHA MAYO 14 CM BR0395028 GOLGRAN UNID. 20 R$ 99,77 R$ 1.995,40 [874,902,1206,920]
signer-party: Contratante [1411,1261,1446,1270]
apucarana-brand: APUCARANA [1509,750,1595,765]
ata-line: Ata de Registro de Preços nº 034/2025 [475,399,612,409]
table-row: 01 201 BANDAGEM, ALGODÃO, ELÁSTICA, 10 CM X 4,5 M BR0440158 ACONDE UNID. 5 R$ 88,96 R$ 444,80 [874,586,1206,603]
fundamento-text: Art. 84 Parágrafo único e Art. 107, da Lei nº 14.133/21. [81,2200,279,2210]
notice-meta [475,370,808,410]
notice-header: PREFEITURA DO MUNICÍPIO DE NOVO ITACOLOMI [890,260,1189,304]
contratada-text: Contratada: UNIMED PRODUTOS MÉDICOS E HOSPITALARES LTDA, pessoa jurídica de direito privado, sediada em Arapongas - Estado do Paraná. [873,1025,1206,1048]
page-number: B7 [1553,106,1610,148]
lei-number: LEI Nº 178/2026 [1262,257,1331,269]
processo-line: PROCESSO DE LICITAÇÃO Nº 38/2026 [1365,1906,1492,1914]
sumula: Súmula: Reconhece a Praça 28 de Janeiro como Patrimônio Cultural Material e Imaterial do Município de Apucarana. [1262,274,1578,281]
signer-name: JOÃO PEDRO MAGON [999,1081,1080,1091]
local-text: Edifício da Prefeitura Municipal de São João do Ivaí/PR, 06 de março de 2026. [1323,2049,1534,2056]
table-row: 02 202 BANDAGEM, ALGODÃO, ELÁSTICA, 15 CM X 4,5 M BR0450100 QUIMIDROL LITRO 4 R$ 46,96 R$ 187,92 [874,603,1206,621]
signer-name: Moises Leontova dos Santos [1384,1243,1474,1252]
signature-block [475,1842,808,1860]
table-row: 01 01 ÁGUA OXIGENADA 10 VOLUMES, 1 LITRO, ANTISSÉPTICO BR0277559 RIOQUIMICA LITRO 100 R$ 4,48 R$ 448,00 [82,616,405,641]
table-row: 14 01 OXIGENOTERAPIA (PVC), CATETER NASAL BR0390705 RIOQUIMICA UNID. 200 R$ 1,15 R$ 230,00 [82,908,405,926]
aditamento-text: Alterar o prazo de vigência do contrato principal, prorrogando-o por mais 12 (doze) meses, alterando a cláusula sétima do contrato - Da vigência, compreendendo de 25 de fevereiro de 2026 até 24 de fevereiro de 2027. [475,526,808,562]
valor-text: De valor máximo total do termo aditivo: R$ 43.196,95 (Quarenta e três mil, cento e noventa e seis reais e noventa e cinco centavos). [873,995,1206,1018]
empresa-table: EMPRESA MARIANA PRUDENCIO DE OLIVEIRA CNPJ: 33.157.141/0001-22 [475,2182,808,2203]
table-row: 10 210 ACIDO VINAGRE 5%, GALÃO BR0800406 ICAIM LITRO 2 R$ 66,00 R$ 132,00 [874,742,1206,753]
